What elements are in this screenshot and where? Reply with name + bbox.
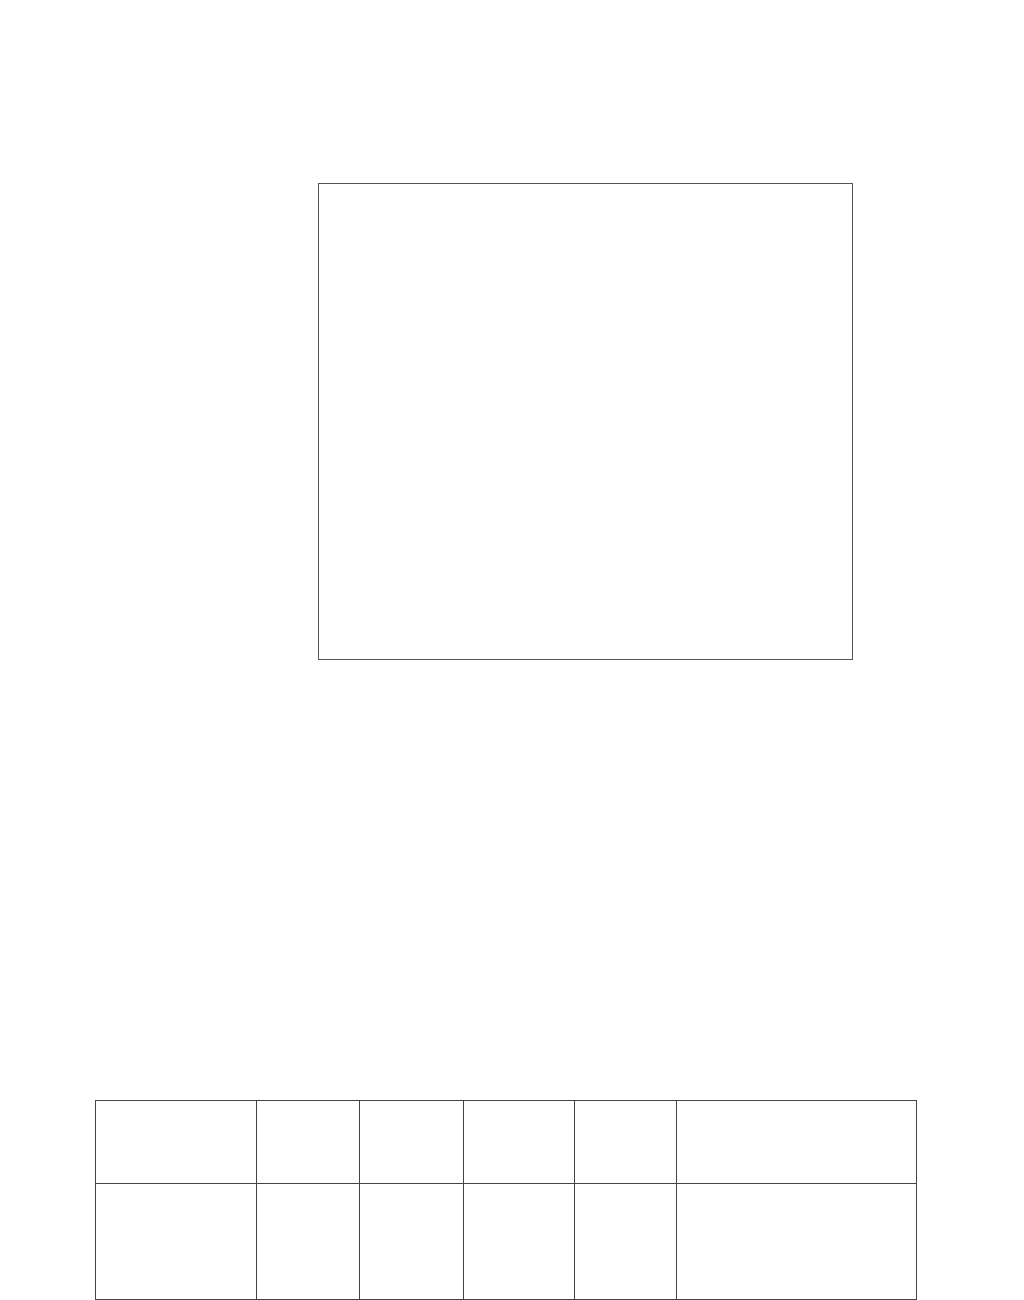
pictograph-legend (398, 678, 798, 748)
pictograph-table (318, 183, 853, 660)
exercise-heading (103, 70, 121, 98)
table-row-divider (96, 1183, 916, 1184)
table-column-divider (359, 1101, 360, 1299)
table-column-divider (463, 1101, 464, 1299)
answer-table (95, 1100, 917, 1300)
table-column-divider (676, 1101, 677, 1299)
table-column-divider (256, 1101, 257, 1299)
table-column-divider (574, 1101, 575, 1299)
